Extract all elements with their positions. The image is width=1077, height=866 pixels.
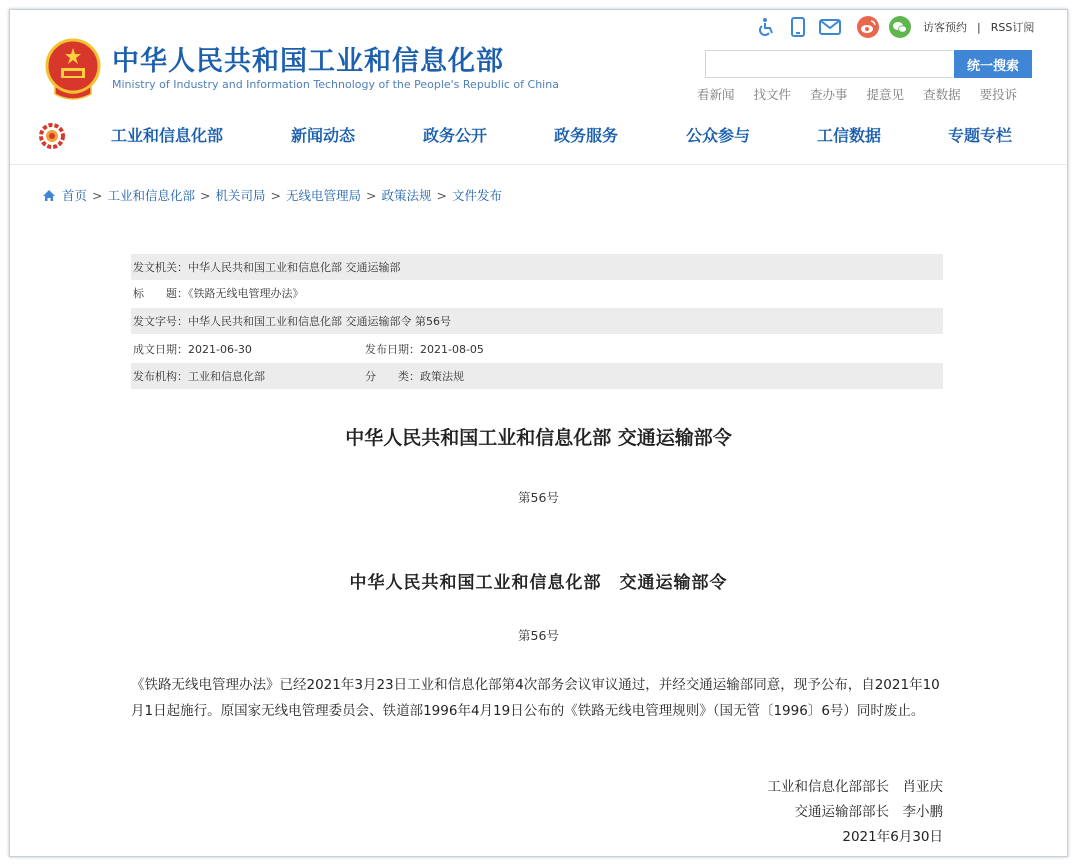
top-utility-bar: [755, 16, 1034, 38]
unified-search-button[interactable]: 统一搜索: [954, 50, 1032, 78]
site-title[interactable]: 中华人民共和国工业和信息化部: [112, 46, 504, 77]
document-number-2: 第56号: [518, 628, 559, 643]
document-number: 第56号: [518, 490, 559, 505]
mobile-icon[interactable]: [787, 16, 809, 38]
accessibility-icon[interactable]: [755, 16, 777, 38]
top-links-divider: |: [977, 20, 981, 34]
meta-row-title: [131, 280, 943, 306]
nav-item-news[interactable]: 新闻动态: [291, 126, 356, 145]
quick-link-files[interactable]: 找文件: [753, 87, 792, 102]
page-frame: [9, 9, 1068, 857]
breadcrumb: [42, 186, 502, 204]
nav-item-public-participation[interactable]: 公众参与: [686, 126, 751, 145]
signature-miit-minister: 工业和信息化部部长 肖亚庆: [767, 779, 943, 795]
meta-row-dates: [131, 336, 943, 362]
quick-link-news[interactable]: 看新闻: [697, 87, 735, 102]
document-heading: 中华人民共和国工业和信息化部 交通运输部令: [345, 427, 732, 449]
weibo-icon[interactable]: [857, 16, 879, 38]
rss-link[interactable]: RSS订阅: [990, 21, 1035, 34]
national-emblem-icon: [45, 38, 101, 102]
signature-date: 2021年6月30日: [842, 829, 943, 845]
breadcrumb-home[interactable]: 首页: [62, 188, 88, 203]
quick-link-complaint[interactable]: 要投诉: [979, 87, 1018, 102]
quick-link-feedback[interactable]: 提意见: [866, 87, 905, 102]
breadcrumb-sep: >: [200, 187, 211, 203]
breadcrumb-file-release[interactable]: 文件发布: [452, 188, 503, 203]
search-input[interactable]: [705, 50, 953, 78]
nav-item-gov-affairs[interactable]: 政务公开: [423, 126, 488, 145]
breadcrumb-ministry[interactable]: 工业和信息化部: [107, 188, 196, 203]
breadcrumb-departments[interactable]: 机关司局: [215, 188, 266, 203]
meta-row-publisher: [131, 363, 943, 389]
document-body: 《铁路无线电管理办法》已经2021年3月23日工业和信息化部第4次部务会议审议通过，并经交通运输部同意，现予公布，自2021年10月1日起施行。原国家无线电管理委员会、铁道部1996年4月19日公布的《铁路无线电管理规则》（国无管〔1996〕6号）同时废止。: [131, 677, 940, 719]
meta-publisher: 发布机构：工业和信息化部: [133, 370, 265, 383]
breadcrumb-sep: >: [270, 187, 281, 203]
mail-icon[interactable]: [819, 16, 841, 38]
nav-item-ministry[interactable]: 工业和信息化部: [111, 126, 224, 145]
meta-row-issuer: [131, 254, 943, 280]
ministry-logo-icon[interactable]: [39, 123, 65, 149]
home-icon[interactable]: [42, 189, 56, 202]
meta-row-doc-no: [131, 308, 943, 334]
breadcrumb-sep: >: [92, 187, 103, 203]
signature-transport-minister: 交通运输部部长 李小鹏: [794, 804, 943, 820]
document-heading-2: 中华人民共和国工业和信息化部 交通运输部令: [349, 573, 728, 593]
breadcrumb-policy[interactable]: 政策法规: [381, 188, 432, 203]
nav-item-gov-services[interactable]: 政务服务: [554, 126, 619, 145]
meta-written-date: 成文日期：2021-06-30: [133, 343, 252, 356]
nav-item-data[interactable]: 工信数据: [817, 126, 882, 145]
meta-category: 分 类：政策法规: [365, 370, 464, 383]
breadcrumb-sep: >: [366, 187, 377, 203]
quick-links: [697, 85, 1017, 103]
site-subtitle: Ministry of Industry and Information Technology of the People's Republic of China: [112, 78, 559, 91]
meta-title: 标 题：《铁路无线电管理办法》: [133, 287, 304, 300]
meta-publish-date: 发布日期：2021-08-05: [365, 343, 484, 356]
quick-link-services[interactable]: 查办事: [810, 87, 848, 102]
quick-link-data[interactable]: 查数据: [923, 87, 961, 102]
visit-appointment-link[interactable]: 访客预约: [923, 21, 967, 34]
meta-issuer: 发文机关：中华人民共和国工业和信息化部 交通运输部: [133, 261, 401, 274]
nav-item-topics[interactable]: 专题专栏: [948, 126, 1013, 145]
breadcrumb-radio-bureau[interactable]: 无线电管理局: [286, 188, 362, 203]
meta-doc-no: 发文字号：中华人民共和国工业和信息化部 交通运输部令 第56号: [133, 315, 451, 328]
wechat-icon[interactable]: [889, 16, 911, 38]
breadcrumb-sep: >: [436, 187, 447, 203]
